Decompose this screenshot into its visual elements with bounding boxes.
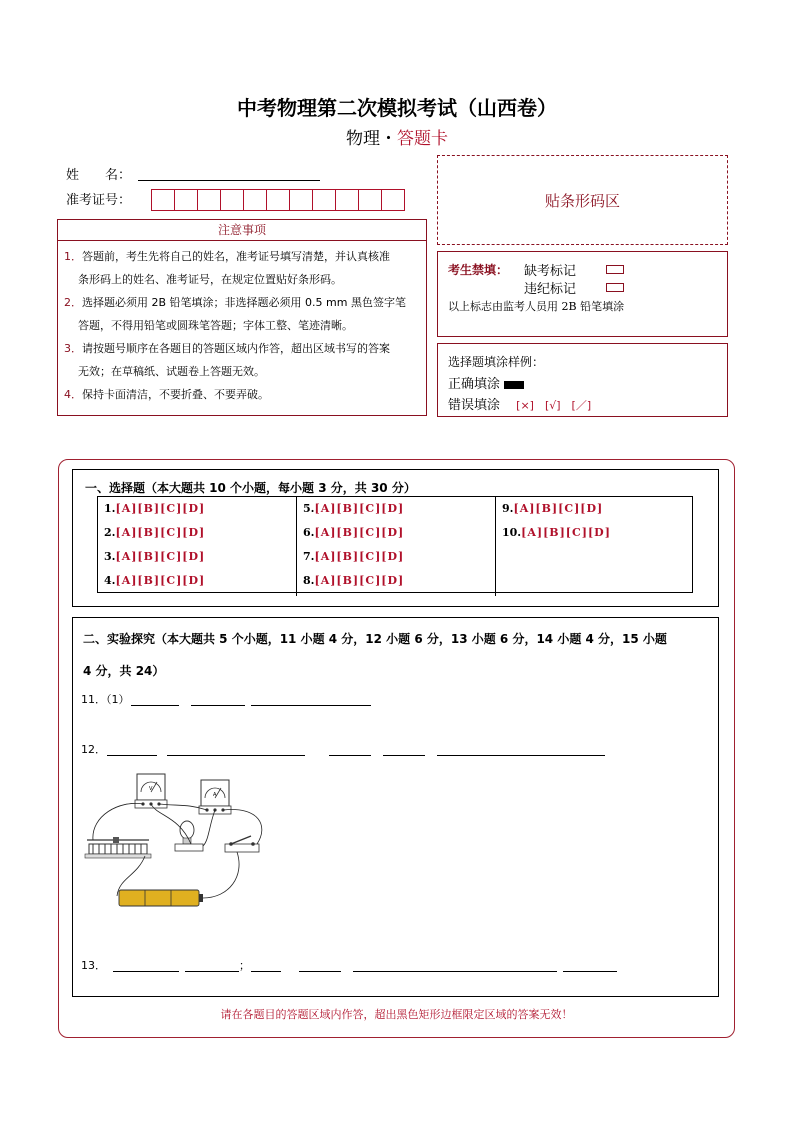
question-number: 7. xyxy=(303,550,315,563)
wrong-fill-row xyxy=(448,394,591,413)
q13-blank-5[interactable] xyxy=(353,957,557,972)
choice-item[interactable] xyxy=(104,500,296,524)
choice-item[interactable] xyxy=(303,572,495,596)
choice-options[interactable]: [A][B][C][D] xyxy=(115,526,206,539)
choice-options[interactable]: [A][B][C][D] xyxy=(314,526,405,539)
name-label: 姓 名： xyxy=(66,168,132,183)
barcode-label: 贴条形码区 xyxy=(544,191,620,210)
q11-blank-1[interactable] xyxy=(131,691,179,706)
filled-block-icon xyxy=(504,381,524,389)
choice-column xyxy=(496,497,694,596)
note-number: 3． xyxy=(64,342,82,355)
notes-list xyxy=(58,241,426,406)
choice-item[interactable] xyxy=(104,572,296,596)
q13-blank-1[interactable] xyxy=(113,957,179,972)
section-experiment-title-line1: 二、实验探究（本大题共 5 个小题，11 小题 4 分，12 小题 6 分，13 小题 6 分，14 小题 4 分，15 小题 xyxy=(83,632,667,646)
switch-icon xyxy=(225,836,259,852)
q12-blank-3[interactable] xyxy=(329,741,371,756)
correct-fill-row xyxy=(448,373,524,392)
notes-heading: 注意事项 xyxy=(58,220,426,241)
id-digit-box[interactable] xyxy=(243,189,267,211)
q12-blank-1[interactable] xyxy=(107,741,157,756)
prohibit-label: 考生禁填： xyxy=(448,263,509,277)
section-choice xyxy=(72,469,719,607)
circuit-diagram xyxy=(79,766,289,926)
barcode-area xyxy=(437,155,728,245)
choice-column xyxy=(98,497,297,596)
light-bulb-icon xyxy=(175,821,203,851)
id-digit-box[interactable] xyxy=(335,189,359,211)
prohibit-note: 以上标志由监考人员用 2B 铅笔填涂 xyxy=(448,300,625,313)
page-title: 中考物理第二次模拟考试（山西卷） xyxy=(237,96,557,120)
id-number-boxes[interactable] xyxy=(151,189,404,211)
section-experiment xyxy=(72,617,719,997)
question-number: 6. xyxy=(303,526,315,539)
choice-item[interactable] xyxy=(502,500,694,524)
absent-mark-box[interactable] xyxy=(606,265,624,274)
question-number: 5. xyxy=(303,502,315,515)
question-number: 9. xyxy=(502,502,514,515)
note-item xyxy=(64,291,426,314)
choice-options[interactable]: [A][B][C][D] xyxy=(521,526,611,539)
name-field[interactable] xyxy=(138,166,320,181)
choice-item[interactable] xyxy=(303,524,495,548)
section-choice-title: 一、选择题（本大题共 10 个小题，每小题 3 分，共 30 分） xyxy=(85,481,416,495)
choice-grid xyxy=(97,496,693,593)
q13-label: 13． xyxy=(81,959,106,972)
violation-label: 违纪标记 xyxy=(524,282,577,297)
note-number: 4． xyxy=(64,388,82,401)
note-number: 1． xyxy=(64,250,82,263)
choice-item[interactable] xyxy=(104,548,296,572)
id-digit-box[interactable] xyxy=(312,189,336,211)
q13-blank-2[interactable] xyxy=(185,957,239,972)
section-experiment-title-line2: 4 分，共 24） xyxy=(83,664,165,678)
rheostat-icon xyxy=(85,837,151,858)
q11-blank-2[interactable] xyxy=(191,691,245,706)
question-number: 2. xyxy=(104,526,116,539)
id-digit-box[interactable] xyxy=(197,189,221,211)
q12-blank-4[interactable] xyxy=(383,741,425,756)
id-digit-box[interactable] xyxy=(358,189,382,211)
battery-icon xyxy=(119,890,203,906)
choice-options[interactable]: [A][B][C][D] xyxy=(115,502,206,515)
choice-options[interactable]: [A][B][C][D] xyxy=(314,574,405,587)
note-item-cont xyxy=(64,268,426,291)
note-item xyxy=(64,337,426,360)
note-text: 请按题号顺序在各题目的答题区域内作答，超出区域书写的答案 xyxy=(82,342,390,355)
question-number: 8. xyxy=(303,574,315,587)
voltmeter-icon xyxy=(135,774,167,808)
q12-blank-2[interactable] xyxy=(167,741,305,756)
note-item-cont xyxy=(64,360,426,383)
subtitle-subject: 物理・ xyxy=(346,129,397,149)
q12-blank-5[interactable] xyxy=(437,741,605,756)
q11-blank-3[interactable] xyxy=(251,691,371,706)
sample-panel xyxy=(437,343,728,417)
choice-column xyxy=(297,497,496,596)
note-text: 条形码上的姓名、准考证号，在规定位置贴好条形码。 xyxy=(78,273,342,286)
choice-item[interactable] xyxy=(104,524,296,548)
q13-blank-6[interactable] xyxy=(563,957,617,972)
question-number: 1. xyxy=(104,502,116,515)
note-item xyxy=(64,383,426,406)
id-digit-box[interactable] xyxy=(151,189,175,211)
choice-options[interactable]: [A][B][C][D] xyxy=(314,550,405,563)
id-digit-box[interactable] xyxy=(174,189,198,211)
prohibit-panel xyxy=(437,251,728,337)
id-digit-box[interactable] xyxy=(289,189,313,211)
notes-panel xyxy=(57,219,427,416)
id-digit-box[interactable] xyxy=(266,189,290,211)
q12-label: 12． xyxy=(81,743,106,756)
note-number: 2． xyxy=(64,296,82,309)
question-number: 10. xyxy=(502,526,522,539)
choice-item[interactable] xyxy=(303,500,495,524)
correct-label: 正确填涂 xyxy=(448,377,501,392)
note-item xyxy=(64,245,426,268)
wrong-label: 错误填涂 xyxy=(448,398,501,413)
note-text: 保持卡面清洁，不要折叠、不要弄破。 xyxy=(82,388,269,401)
sample-title: 选择题填涂样例： xyxy=(448,355,545,369)
footer-warning: 请在各题目的答题区域内作答，超出黑色矩形边框限定区域的答案无效！ xyxy=(220,1008,573,1021)
choice-options[interactable]: [A][B][C][D] xyxy=(115,574,206,587)
q11-label: 11．（1） xyxy=(81,693,130,706)
question-number: 3. xyxy=(104,550,116,563)
svg-text:A: A xyxy=(213,792,217,798)
id-digit-box[interactable] xyxy=(381,189,405,211)
subtitle-card: 答题卡 xyxy=(397,129,448,149)
absent-label: 缺考标记 xyxy=(524,264,577,279)
note-text: 答题，不得用铅笔或圆珠笔答题；字体工整、笔迹清晰。 xyxy=(78,319,353,332)
id-label: 准考证号： xyxy=(66,193,132,208)
page-subtitle xyxy=(0,124,794,149)
q13-blank-4[interactable] xyxy=(299,957,341,972)
svg-text:V: V xyxy=(149,786,153,792)
choice-options[interactable]: [A][B][C][D] xyxy=(513,502,604,515)
wrong-marks: [×] [√] [／] xyxy=(516,399,592,412)
note-text: 答题前，考生先将自己的姓名，准考证号填写清楚，并认真核准 xyxy=(82,250,390,263)
q13-blank-3[interactable] xyxy=(251,957,281,972)
question-number: 4. xyxy=(104,574,116,587)
note-text: 无效；在草稿纸、试题卷上答题无效。 xyxy=(78,365,265,378)
violation-mark-box[interactable] xyxy=(606,283,624,292)
q13-separator: ； xyxy=(239,959,250,972)
note-item-cont xyxy=(64,314,426,337)
id-digit-box[interactable] xyxy=(220,189,244,211)
choice-options[interactable]: [A][B][C][D] xyxy=(314,502,405,515)
choice-options[interactable]: [A][B][C][D] xyxy=(115,550,206,563)
choice-item[interactable] xyxy=(303,548,495,572)
choice-item[interactable] xyxy=(502,524,694,548)
note-text: 选择题必须用 2B 铅笔填涂；非选择题必须用 0.5 mm 黑色签字笔 xyxy=(82,296,406,309)
